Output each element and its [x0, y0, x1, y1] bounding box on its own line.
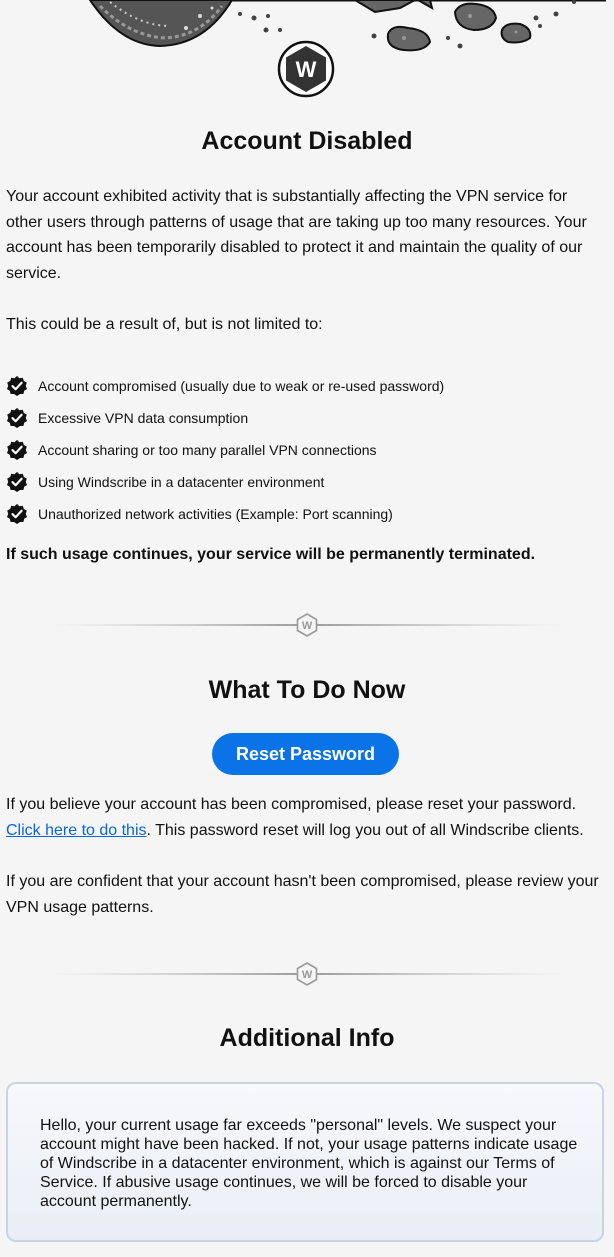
reset-link[interactable]: Click here to do this — [6, 821, 147, 839]
info-message-text: Hello, your current usage far exceeds "personal" levels. We suspect your account might have been hacked. If not, your usage patterns indicate usage of Windscribe in a datacenter environment, which is against our Terms of Service. If abusive usage continues, we will be forced to disable your account permanently. — [40, 1117, 578, 1210]
section-divider — [50, 961, 564, 987]
page-title: Account Disabled — [201, 127, 413, 155]
asteroids-illustration — [355, 0, 530, 50]
windscribe-logo-icon — [279, 42, 333, 96]
check-badge-icon — [6, 471, 28, 493]
windscribe-small-icon — [298, 963, 317, 985]
check-badge-icon — [6, 375, 28, 397]
compromised-instructions — [6, 792, 606, 843]
info-message-box — [6, 1082, 604, 1242]
list-item — [6, 434, 444, 466]
check-badge-icon — [6, 503, 28, 525]
check-badge-icon — [6, 407, 28, 429]
termination-warning: If such usage continues, your service will be permanently terminated. — [6, 546, 536, 563]
list-item — [6, 370, 444, 402]
windscribe-small-icon — [298, 614, 317, 636]
confident-text: If you are confident that your account hasn't been compromised, please review your VPN usage patterns. — [6, 873, 599, 916]
svg-text:W: W — [295, 57, 317, 82]
section-divider — [50, 612, 564, 638]
check-badge-icon — [6, 439, 28, 461]
reason-label: Using Windscribe in a datacenter environment — [38, 474, 325, 490]
disabled-intro-text: Your account exhibited activity that is substantially affecting the VPN service for other users through patterns of usage that are taking up too many resources. Your account has been temporarily disabled to protect it and maintain the quality of our service. — [6, 188, 587, 282]
planet-illustration — [90, 0, 232, 46]
reset-password-button[interactable]: Reset Password — [212, 733, 399, 775]
reset-link-followup: . This password reset will log you out of all Windscribe clients. — [146, 821, 584, 839]
reason-label: Unauthorized network activities (Example: Port scanning) — [38, 506, 393, 522]
section-title-todo: What To Do Now — [208, 676, 406, 704]
list-item — [6, 466, 444, 498]
compromised-text: If you believe your account has been compromised, please reset your password. — [6, 796, 577, 813]
reason-label: Account sharing or too many parallel VPN connections — [38, 442, 377, 458]
svg-text:W: W — [301, 969, 313, 981]
hero-illustration — [0, 0, 614, 100]
list-item — [6, 498, 444, 530]
reasons-lead-text: This could be a result of, but is not limited to: — [6, 316, 323, 333]
list-item — [6, 402, 444, 434]
svg-text:W: W — [301, 620, 313, 632]
reason-label: Account compromised (usually due to weak or re-used password) — [38, 378, 445, 394]
reason-label: Excessive VPN data consumption — [38, 410, 249, 426]
reasons-list — [6, 370, 444, 530]
section-title-info: Additional Info — [219, 1024, 395, 1052]
